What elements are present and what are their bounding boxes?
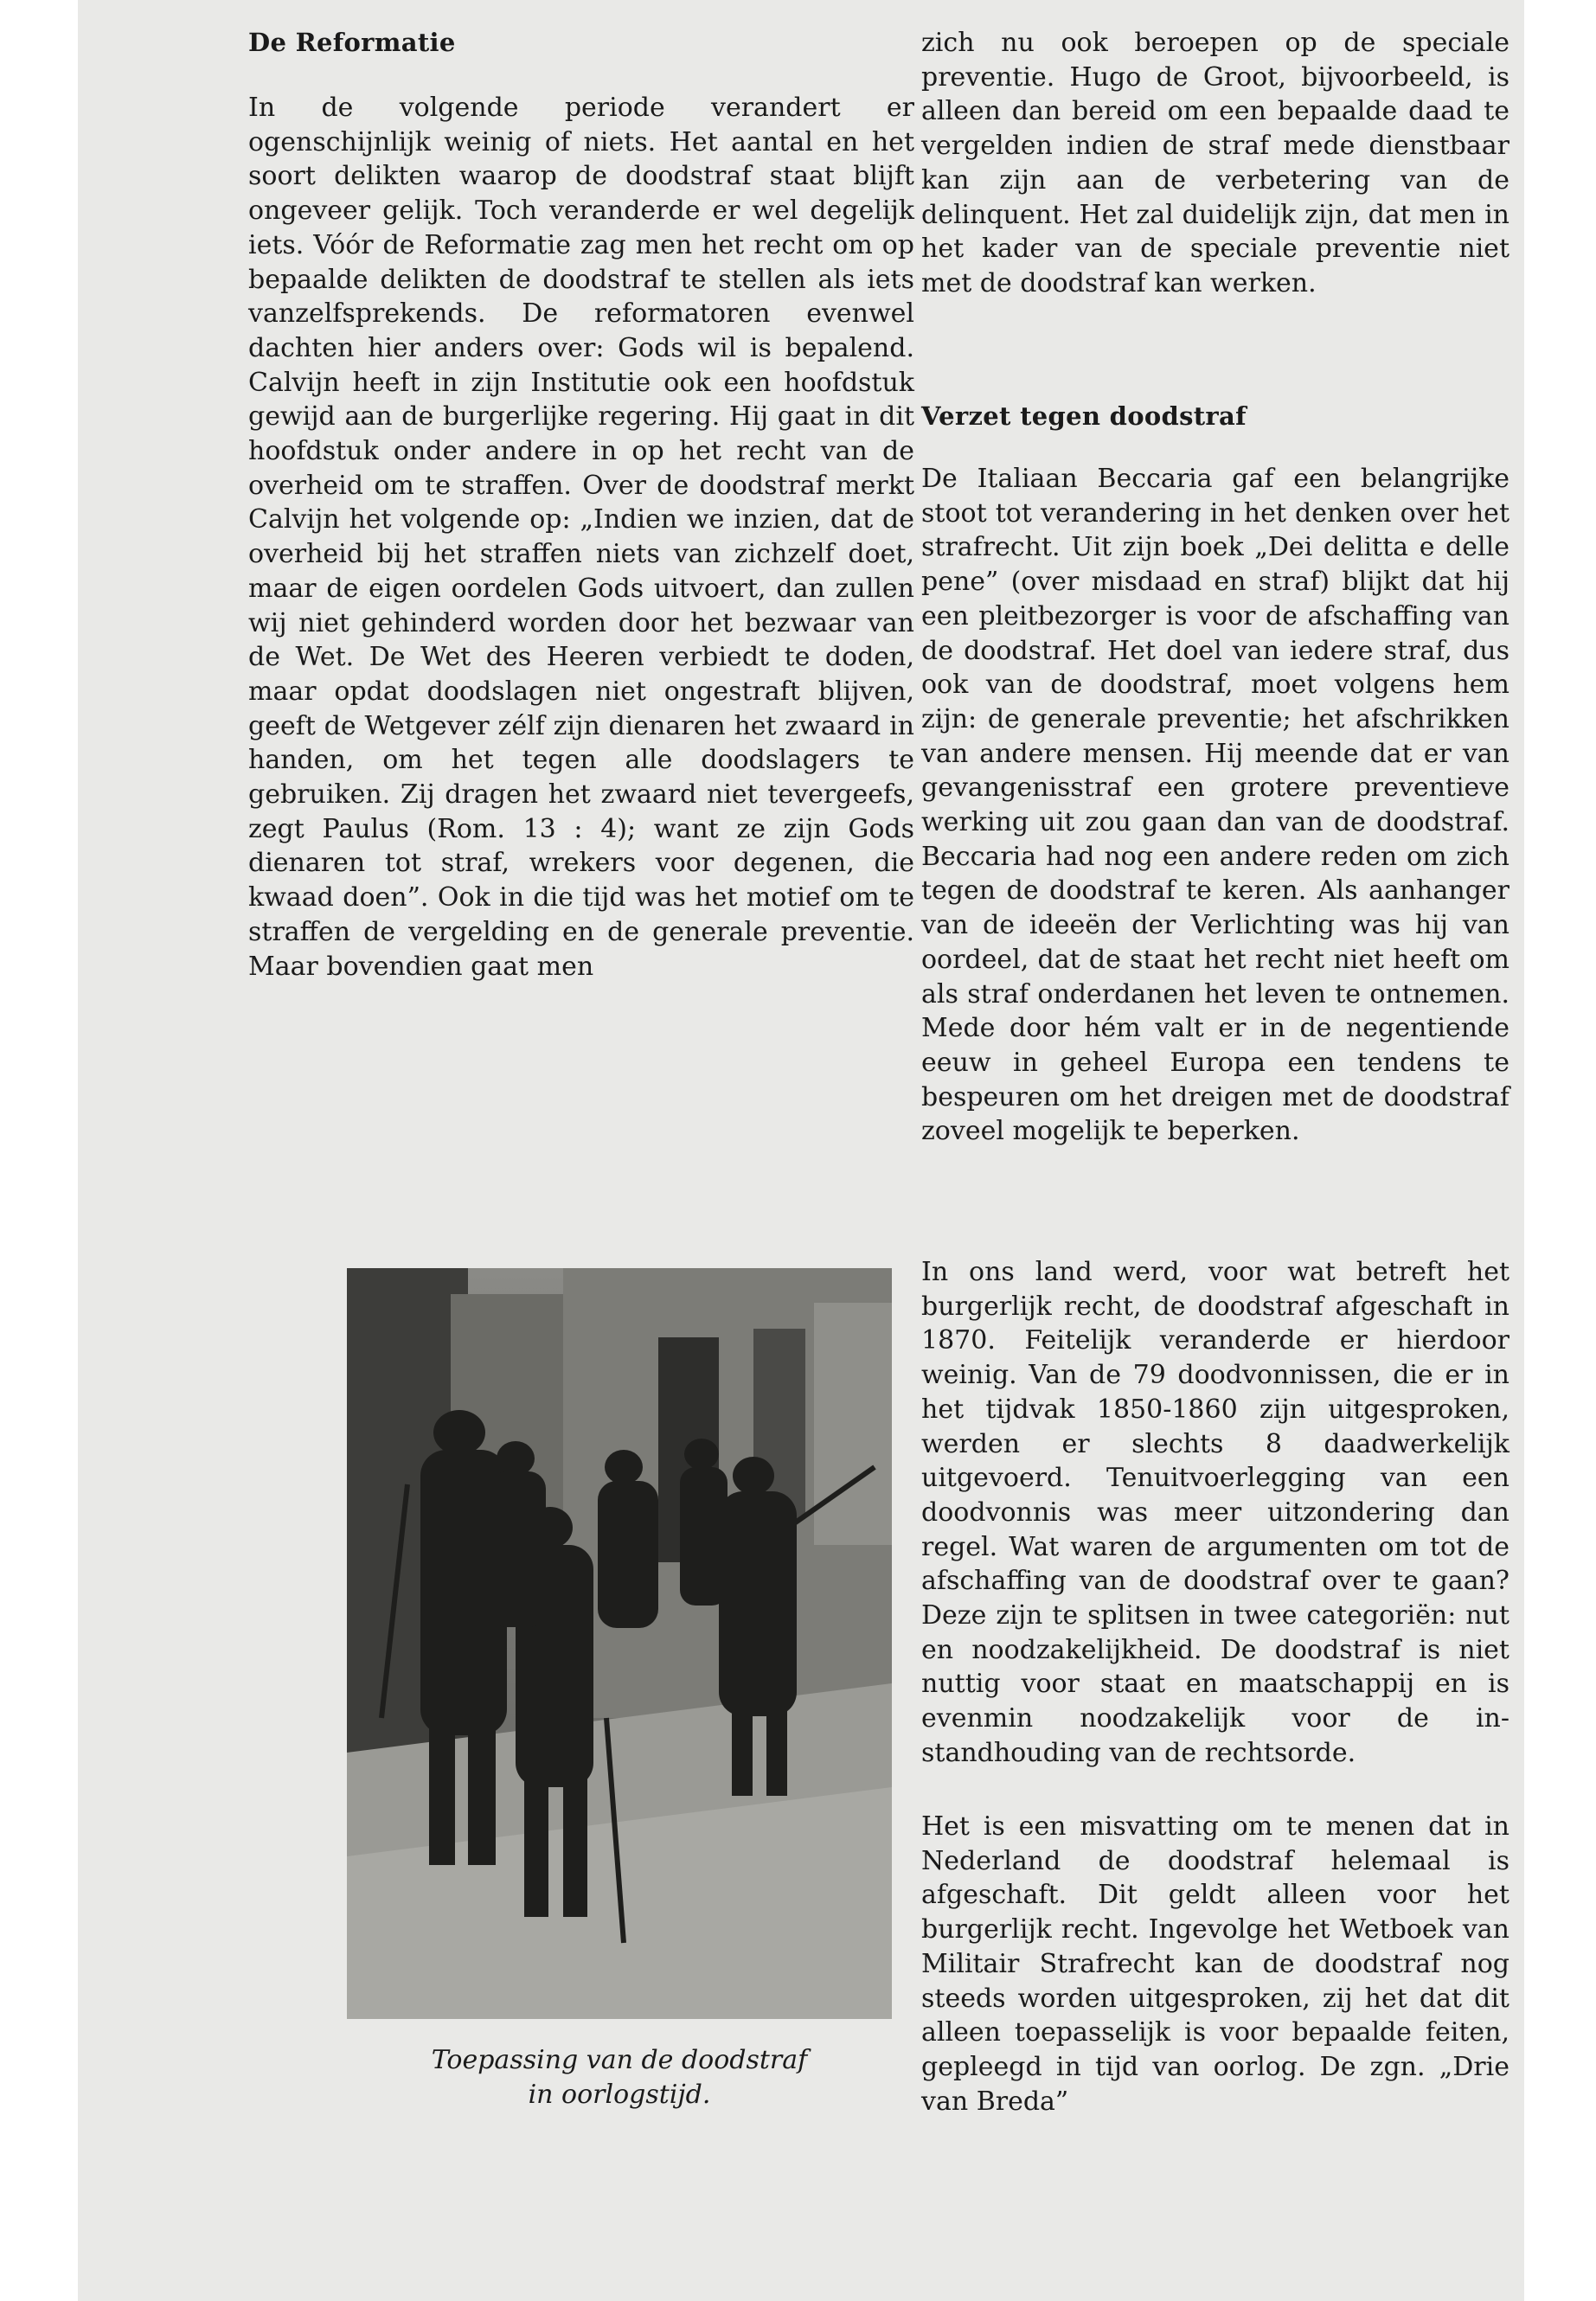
paragraph-reformatie: In de volgende periode verandert er ogenschijnlijk weinig of niets. Het aantal en het soort delikten waarop de doodstraf staat blijft ongeveer gelijk. Toch veranderde er wel degelijk iets. Vóór de Reformatie zag men het recht om op bepaalde delikten de doodstraf te stellen als iets vanzelfsprekends. De reformatoren evenwel dachten hier anders over: Gods wil is bepalend. Calvijn heeft in zijn Institutie ook een hoofdstuk gewijd aan de burgerlijke regering. Hij gaat in dit hoofdstuk onder andere in op het recht van de overheid om te straffen. Over de doodstraf merkt Calvijn het volgende op: „Indien we inzien, dat de overheid bij het straffen niets van zichzelf doet, maar de eigen oordelen Gods uitvoert, dan zullen wij niet gehinderd worden door het bezwaar van de Wet. De Wet des Heeren verbiedt te doden, maar opdat doodslagen niet ongestraft blijven, geeft de Wetgever zélf zijn dienaren het zwaard in handen, om het tegen alle doodslagers te gebruiken. Zij dragen het zwaard niet tevergeefs, zegt Paulus (Rom. 13 : 4); want ze zijn Gods dienaren tot straf, wrekers voor degenen, die kwaad doen”. Ook in die tijd was het motief om te straffen de vergelding en de generale preventie. Maar bovendien gaat men [248,93,914,982]
photo-caption [347,2043,892,2112]
section-heading-verzet: Verzet tegen doodstraf [921,401,1247,431]
document-page [78,0,1524,2301]
section-heading-reformatie: De Reformatie [248,28,456,57]
paragraph-continuation: zich nu ook beroepen op de speciale preventie. Hugo de Groot, bijvoorbeeld, is alleen dan bereid om een bepaalde daad te vergelden indien de straf mede dienstbaar kan zijn aan de verbetering van de delinquent. Het zal duidelijk zijn, dat men in het kader van de speciale preventie niet met de doodstraf kan werken. [921,28,1509,298]
photo-illustration [347,1268,892,2019]
caption-line-1: Toepassing van de doodstraf [431,2045,808,2075]
caption-line-2: in oorlogstijd. [528,2080,711,2110]
paragraph-beccaria: De Italiaan Beccaria gaf een belangrijke stoot tot verandering in het denken over het strafrecht. Uit zijn boek „Dei delitta e delle pene” (over misdaad en straf) blijkt dat hij een pleitbezorger is voor de afschaffing van de doodstraf. Het doel van iedere straf, dus ook van de doodstraf, moet volgens hem zijn: de generale preventie; het afschrikken van andere mensen. Hij meende dat er van gevangenisstraf een grotere preventieve werking uit zou gaan dan van de doodstraf. Beccaria had nog een andere reden om zich tegen de doodstraf te keren. Als aanhanger van de ideeën der Verlichting was hij van oordeel, dat de staat het recht niet heeft om als straf onderdanen het leven te ontnemen. Mede door hém valt er in de negentiende eeuw in geheel Europa een tendens te bespeuren om het dreigen met de doodstraf zoveel mogelijk te beperken. [921,464,1509,1147]
paragraph-ons-land: In ons land werd, voor wat betreft het burgerlijk recht, de doodstraf afgeschaft in 1870. Feitelijk veranderde er hierdoor weinig. Van de 79 doodvonnissen, die er in het tijdvak 1850-1860 zijn uitgesproken, werden er slechts 8 daadwerkelijk uitgevoerd. Tenuitvoerlegging van een doodvonnis was meer uitzondering dan regel. Wat waren de argumenten om tot de afschaffing van de doodstraf over te gaan? Deze zijn te splitsen in twee categoriën: nut en noodzakelijkheid. De doodstraf is niet nuttig voor staat en maatschappij en is evenmin noodzakelijk voor de instandhouding van de rechtsorde. [921,1257,1509,1768]
paragraph-misvatting: Het is een misvatting om te menen dat in Nederland de doodstraf helemaal is afgeschaft. Dit geldt alleen voor het burgerlijk recht. Ingevolge het Wetboek van Militair Strafrecht kan de doodstraf nog steeds worden uitgesproken, zij het dat dit alleen toepasselijk is voor bepaalde feiten, gepleegd in tijd van oorlog. De zgn. „Drie van Breda” [921,1811,1509,2117]
photo-wartime-execution [347,1268,892,2019]
